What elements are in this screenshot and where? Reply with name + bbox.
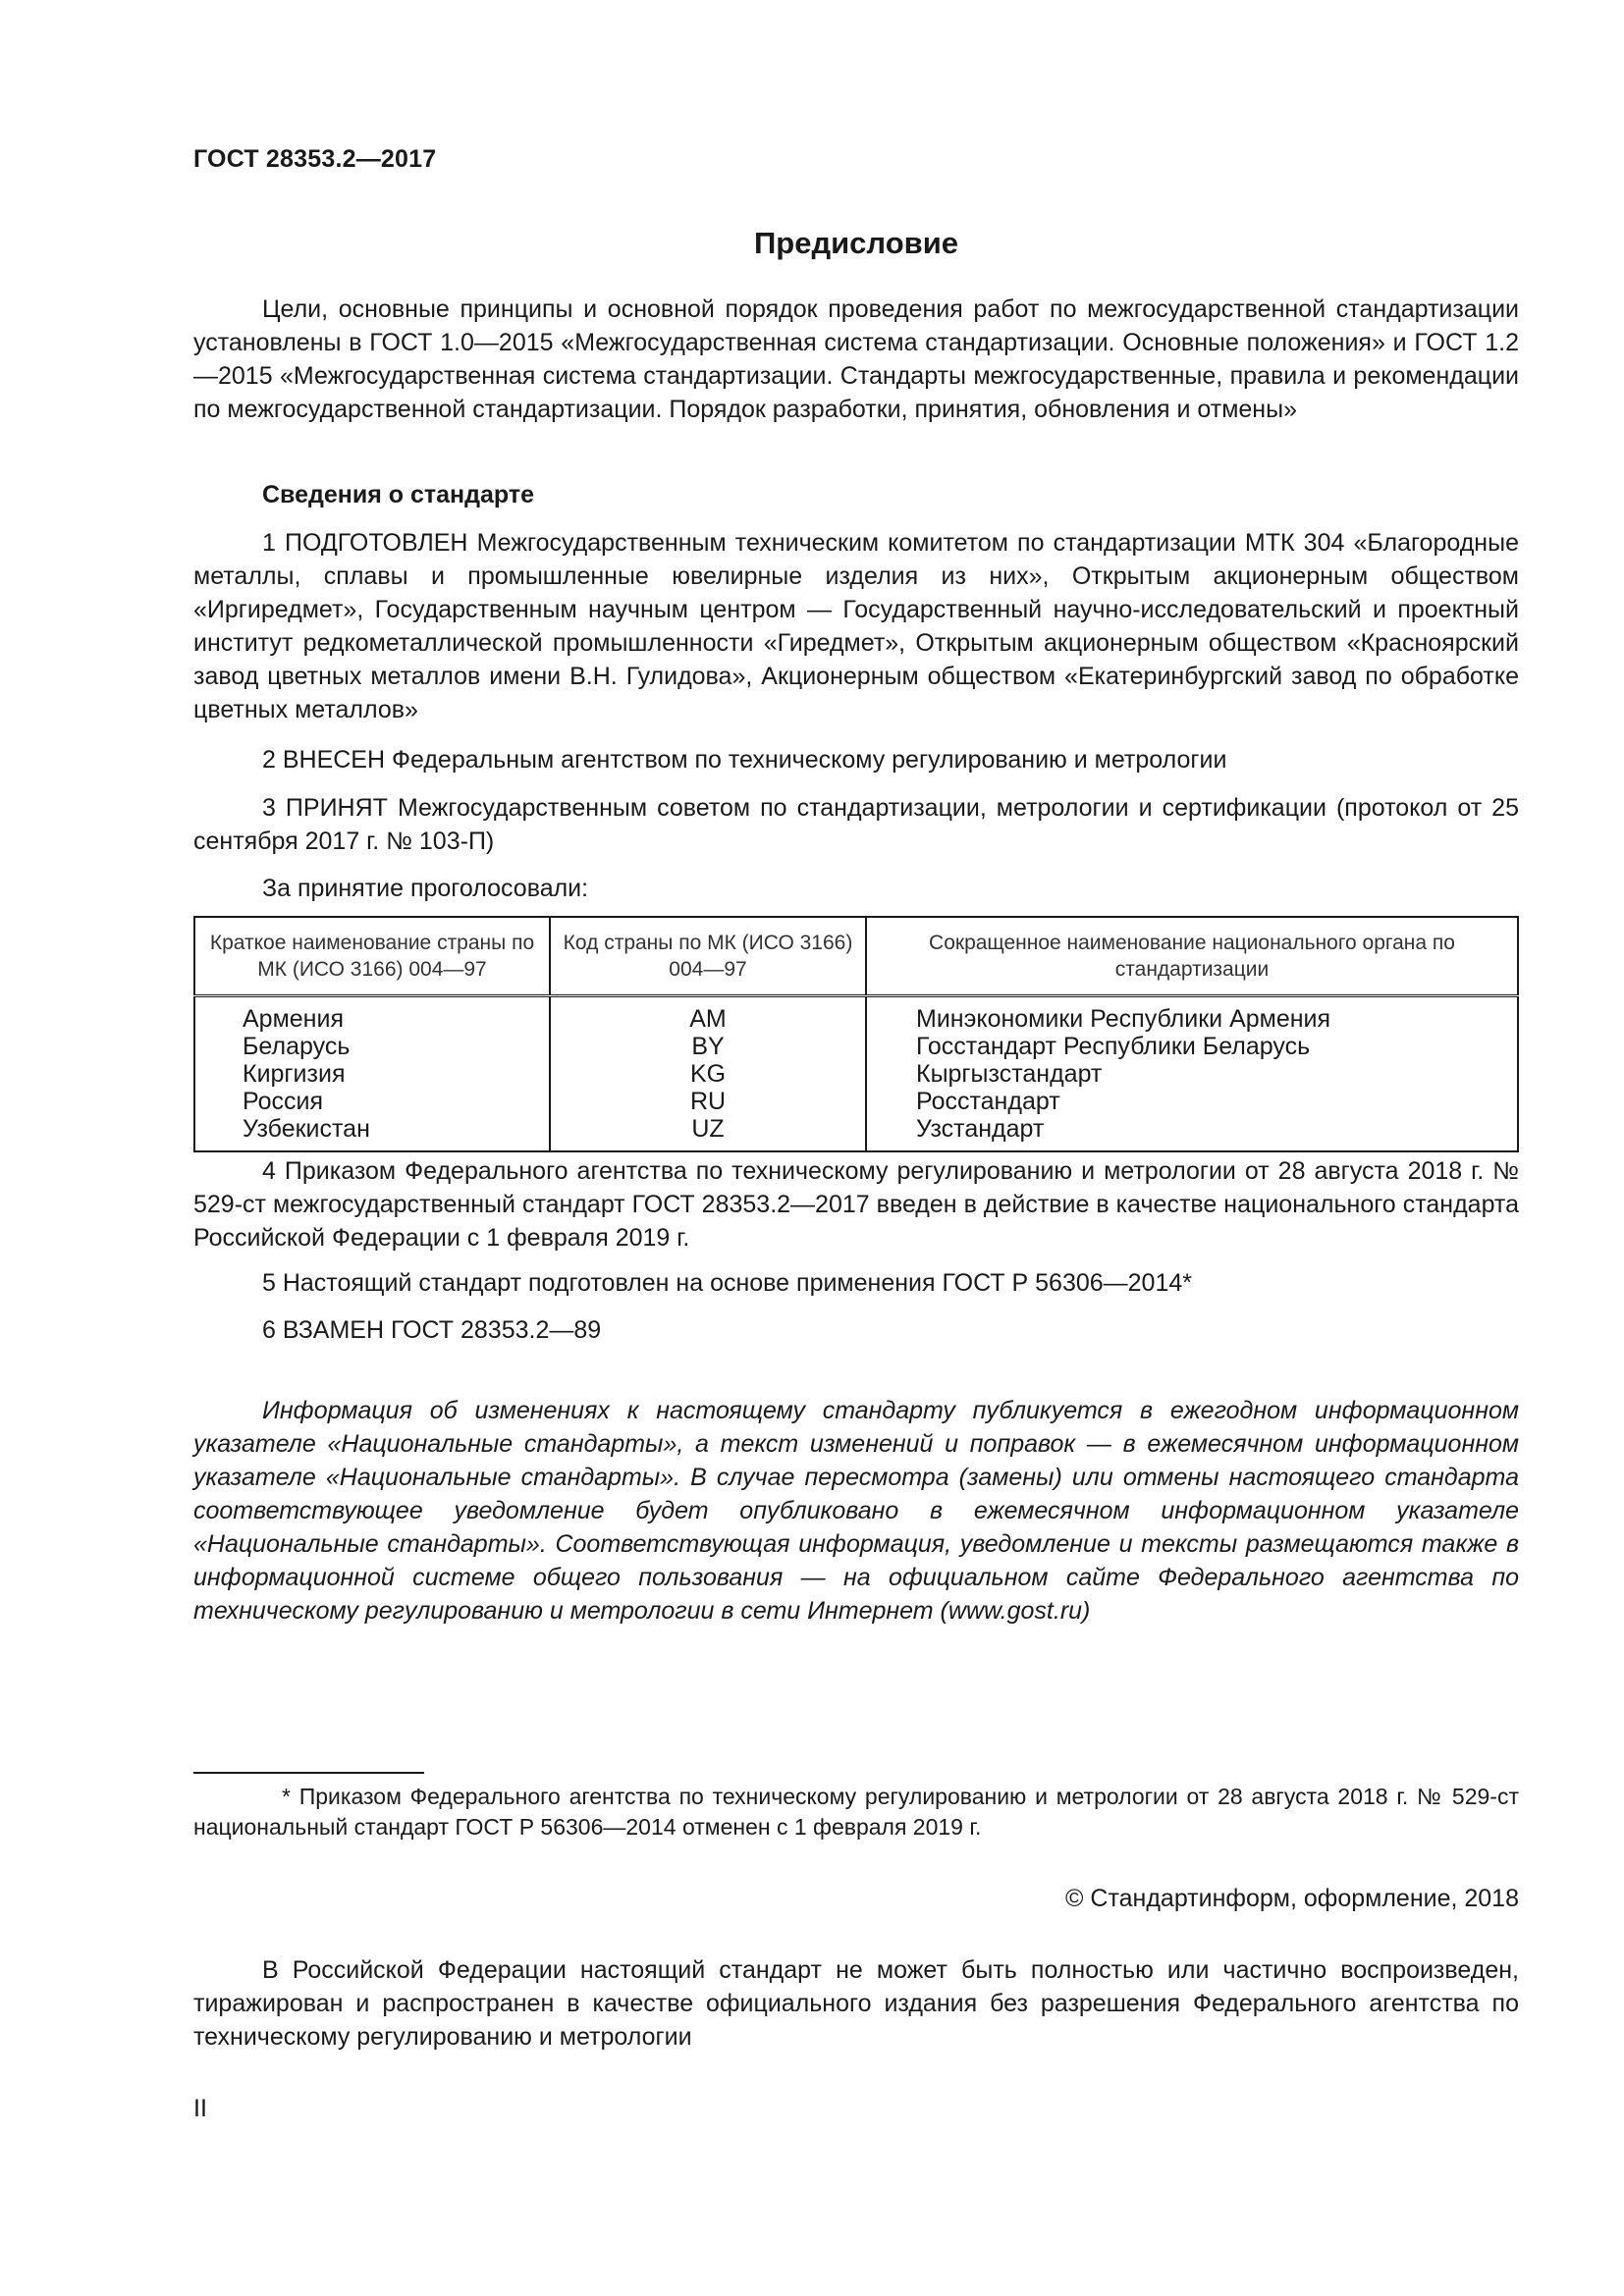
- table-header-row: [194, 917, 1518, 996]
- authority-name: Росстандарт: [866, 1088, 1518, 1115]
- country-name: Узбекистан: [243, 1115, 370, 1143]
- table-header-code: Код страны по МК (ИСО 3166) 004—97: [550, 917, 866, 996]
- table-row: [194, 1115, 1518, 1151]
- intro-paragraph: Цели, основные принципы и основной порядок проведения работ по межгосударственной стандартизации установлены в ГОСТ 1.0—2015 «Межгосударственная система стандартизации. Основные положения» и ГОСТ 1.2—2015 «Межгосударственная система стандартизации. Стандарты межгосударственные, правила и рекомендации по межгосударственной стандартизации. Порядок разработки, принятия, обновления и отмены»: [193, 295, 1519, 423]
- item-1-paragraph: 1 ПОДГОТОВЛЕН Межгосударственным техническим комитетом по стандартизации МТК 304 «Благородные металлы, сплавы и промышленные ювелирные изделия из них», Открытым акционерным обществом «Иргиредмет», Государственным научным центром — Государственный научно-исследовательский и проектный институт редкометаллической промышленности «Гиредмет», Открытым акционерным обществом «Красноярский завод цветных металлов имени В.Н. Гулидова», Акционерным обществом «Екатеринбургский завод по обработке цветных металлов»: [193, 529, 1519, 723]
- item-2-paragraph: 2 ВНЕСЕН Федеральным агентством по техническому регулированию и метрологии: [262, 746, 1227, 774]
- table-header-authority: Сокращенное наименование национального органа по стандартизации: [866, 917, 1518, 996]
- copyright: © Стандартинформ, оформление, 2018: [1065, 1885, 1519, 1912]
- page-number: II: [193, 2095, 207, 2122]
- country-code: RU: [550, 1088, 866, 1115]
- reproduction-notice: В Российской Федерации настоящий стандарт не может быть полностью или частично воспроизведен, тиражирован и распространен в качестве официального издания без разрешения Федерального агентства по техническому регулированию и метрологии: [193, 1956, 1519, 2051]
- authority-name: Госстандарт Республики Беларусь: [866, 1033, 1518, 1060]
- authority-name: Минэкономики Республики Армения: [866, 996, 1518, 1034]
- footnote: * Приказом Федерального агентства по техническому регулированию и метрологии от 28 августа 2018 г. № 529-ст национальный стандарт ГОСТ Р 56306—2014 отменен с 1 февраля 2019 г.: [193, 1784, 1519, 1840]
- country-name: Армения: [243, 1005, 344, 1033]
- country-name: Беларусь: [243, 1033, 351, 1060]
- country-code: AM: [550, 996, 866, 1034]
- document-number: ГОСТ 28353.2—2017: [193, 145, 437, 173]
- page-title: Предисловие: [753, 226, 958, 260]
- info-notice-paragraph: Информация об изменениях к настоящему стандарту публикуется в ежегодном информационном указателе «Национальные стандарты», а текст изменений и поправок — в ежемесячном информационном указателе «Национальные стандарты». В случае пересмотра (замены) или отмены настоящего стандарта соответствующее уведомление будет опубликовано в ежемесячном информационном указателе «Национальные стандарты». Соответствующая информация, уведомление и тексты размещаются также в информационной системе общего пользования — на официальном сайте Федерального агентства по техническому регулированию и метрологии в сети Интернет (www.gost.ru): [193, 1397, 1519, 1625]
- table-row: [194, 996, 1518, 1034]
- item-6-paragraph: 6 ВЗАМЕН ГОСТ 28353.2—89: [262, 1316, 602, 1344]
- country-code: UZ: [550, 1115, 866, 1151]
- voting-table: [193, 916, 1519, 1152]
- country-name: Россия: [243, 1088, 323, 1115]
- country-code: KG: [550, 1060, 866, 1088]
- voted-label: За принятие проголосовали:: [262, 875, 589, 902]
- table-row: [194, 1088, 1518, 1115]
- item-4-paragraph: 4 Приказом Федерального агентства по техническому регулированию и метрологии от 28 августа 2018 г. № 529-ст межгосударственный стандарт ГОСТ 28353.2—2017 введен в действие в качестве национального стандарта Российской Федерации с 1 февраля 2019 г.: [193, 1157, 1519, 1252]
- authority-name: Узстандарт: [866, 1115, 1518, 1151]
- table-header-country: Краткое наименование страны по МК (ИСО 3166) 004—97: [194, 917, 550, 996]
- country-code: BY: [550, 1033, 866, 1060]
- item-3-paragraph: 3 ПРИНЯТ Межгосударственным советом по стандартизации, метрологии и сертификации (протокол от 25 сентября 2017 г. № 103-П): [193, 794, 1519, 855]
- table-row: [194, 1060, 1518, 1088]
- footnote-divider: [193, 1772, 424, 1774]
- table-row: [194, 1033, 1518, 1060]
- country-name: Киргизия: [243, 1060, 346, 1088]
- authority-name: Кыргызстандарт: [866, 1060, 1518, 1088]
- info-heading: Сведения о стандарте: [262, 481, 535, 508]
- item-5-paragraph: 5 Настоящий стандарт подготовлен на основе применения ГОСТ Р 56306—2014*: [262, 1269, 1192, 1297]
